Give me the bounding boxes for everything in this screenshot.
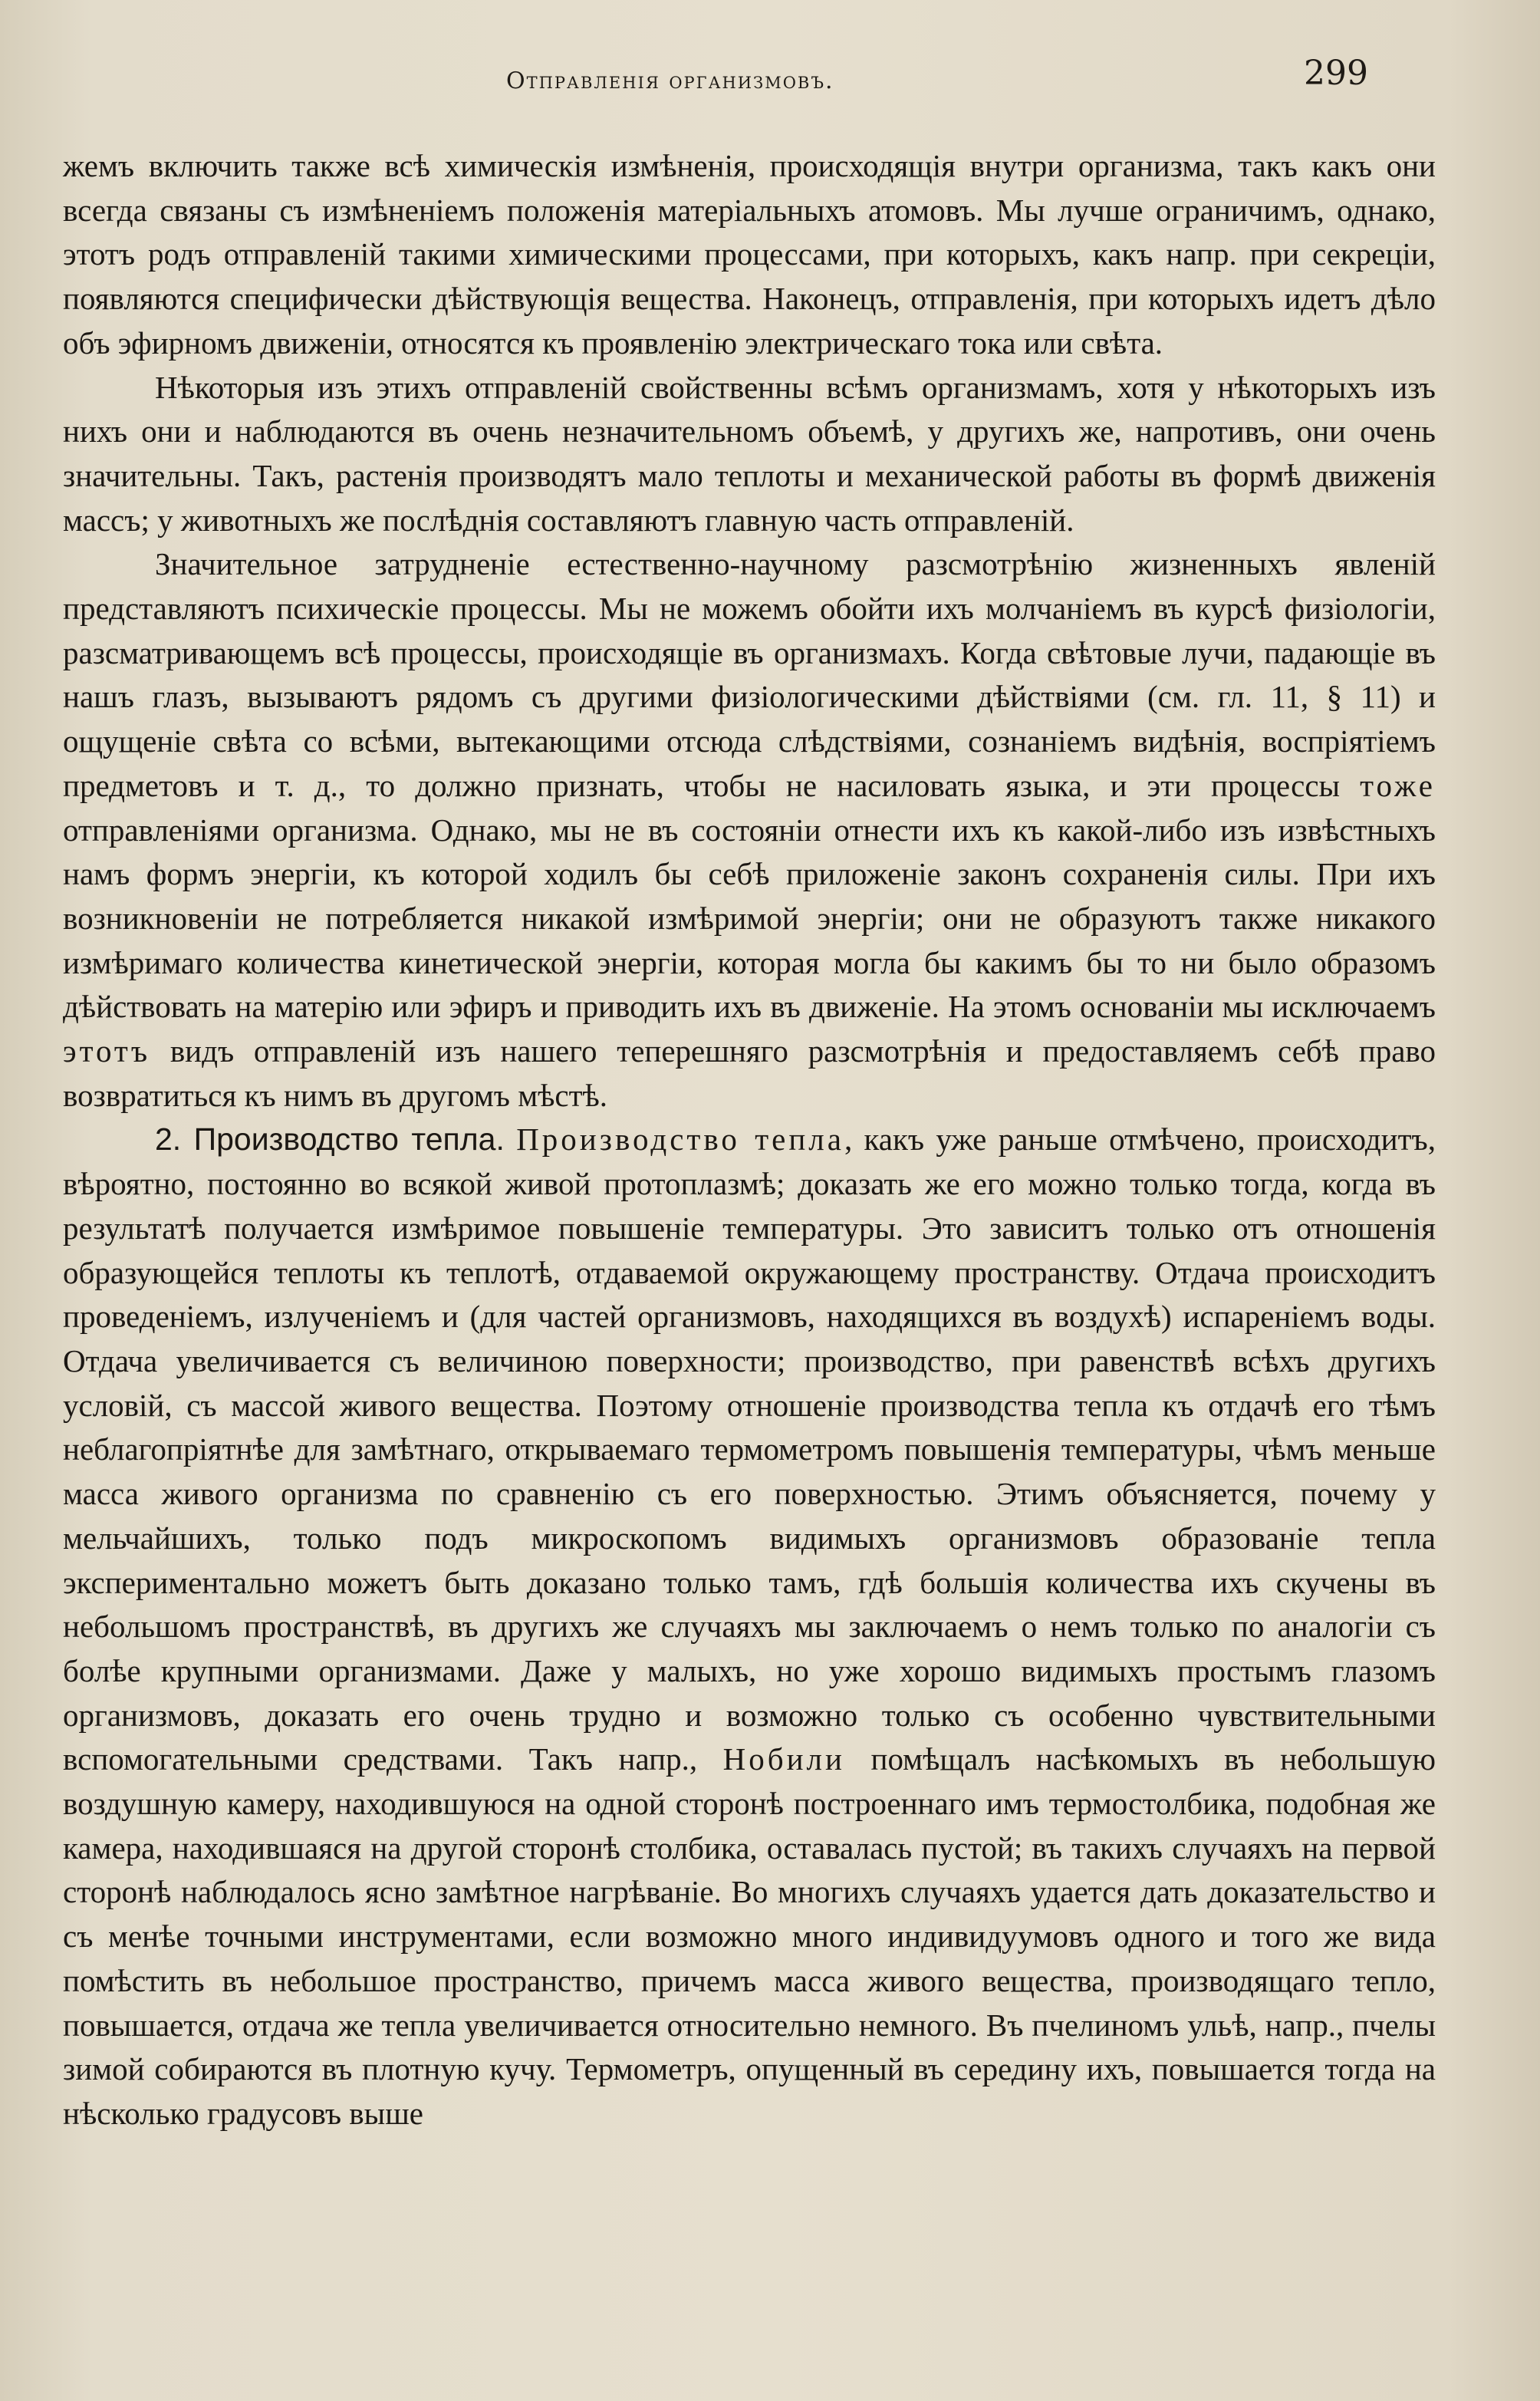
paragraph-3-emphasis-a: тоже — [1360, 767, 1436, 803]
paragraph-1: жемъ включить также всѣ химическія измѣненія, происходящія внутри организма, такъ какъ они всегда связаны съ измѣненіемъ положенія матеріальныхъ атомовъ. Мы лучше ограничимъ, однако, этотъ родъ отправленій такими химическими процессами, при которыхъ, какъ напр. при секреціи, появляются специфически дѣйствующія вещества. Наконецъ, отправленія, при которыхъ идетъ дѣло объ эфирномъ движеніи, относятся къ проявленію электрическаго тока или свѣта. — [63, 148, 1436, 361]
paragraph-3-text-c: видъ отправленій изъ нашего теперешняго разсмотрѣнія и предоставляемъ себѣ право возвратиться къ нимъ въ другомъ мѣстѣ. — [63, 1033, 1436, 1113]
section-title: 2. Производство тепла. — [155, 1121, 505, 1158]
paragraph-4-emphasis-a: Производство тепла — [516, 1121, 844, 1158]
body-text — [63, 144, 1436, 2136]
paragraph-3-text-b: отправленіями организма. Однако, мы не въ состояніи отнести ихъ къ какой-либо изъ извѣстныхъ намъ формъ энергіи, къ которой ходилъ бы себѣ приложеніе законъ сохраненія силы. При ихъ возникновеніи не потребляется никакой измѣримой энергіи; они не образуютъ также никакого измѣримаго количества кинетической энергіи, которая могла бы какимъ бы то ни было образомъ дѣйствовать на матерію или эфиръ и приводить ихъ въ движеніе. На этомъ основаніи мы исключаемъ — [63, 812, 1436, 1025]
paragraph-3 — [63, 542, 1436, 1118]
paragraph-2: Нѣкоторыя изъ этихъ отправленій свойственны всѣмъ организмамъ, хотя у нѣкоторыхъ изъ нихъ они и наблюдаются въ очень незначительномъ объемѣ, у другихъ же, напротивъ, они очень значительны. Такъ, растенія производятъ мало теплоты и механической работы въ формѣ движенія массъ; у животныхъ же послѣднія составляютъ главную часть отправленій. — [63, 369, 1436, 538]
paragraph-4 — [63, 1118, 1436, 2136]
paragraph-4-text-b: помѣщалъ насѣкомыхъ въ небольшую воздушную камеру, находившуюся на одной сторонѣ построеннаго имъ термостолбика, подобная же камера, находившаяся на другой сторонѣ столбика, оставалась пустой; въ такихъ случаяхъ на первой сторонѣ наблюдалось ясно замѣтное нагрѣваніе. Во многихъ случаяхъ удается дать доказательство и съ менѣе точными инструментами, если возможно много индивидуумовъ одного и того же вида помѣстить въ небольшое пространство, причемъ масса живого вещества, производящаго тепло, повышается, отдача же тепла увеличивается относительно немного. Въ пчелиномъ ульѣ, напр., пчелы зимой собираются въ плотную кучу. Термометръ, опущенный въ середину ихъ, повышается тогда на нѣсколько градусовъ выше — [63, 1741, 1436, 2131]
paragraph-4-emphasis-b: Нобили — [722, 1741, 845, 1777]
running-title: Отправленія организмовъ. — [506, 68, 834, 94]
page-number: 299 — [1304, 54, 1368, 93]
paragraph-3-text-a: Значительное затрудненіе естественно-научному разсмотрѣнію жизненныхъ явленій представляютъ психическіе процессы. Мы не можемъ обойти ихъ молчаніемъ въ курсѣ физіологіи, разсматривающемъ всѣ процессы, происходящіе въ организмахъ. Когда свѣтовые лучи, падающіе въ нашъ глазъ, вызываютъ рядомъ съ другими физіологическими дѣйствіями (см. гл. 11, § 11) и ощущеніе свѣта со всѣми, вытекающими отсюда слѣдствіями, сознаніемъ видѣнія, воспріятіемъ предметовъ и т. д., то должно признать, чтобы не насиловать языка, и эти процессы — [63, 546, 1436, 803]
paragraph-4-text-a: , какъ уже раньше отмѣчено, происходитъ, вѣроятно, постоянно во всякой живой протоплазмѣ; доказать же его можно только тогда, когда въ результатѣ получается измѣримое повышеніе температуры. Это зависитъ только отъ отношенія образующейся теплоты къ теплотѣ, отдаваемой окружающему пространству. Отдача происходитъ проведеніемъ, излученіемъ и (для частей организмовъ, находящихся въ воздухѣ) испареніемъ воды. Отдача увеличивается съ величиною поверхности; производство, при равенствѣ всѣхъ другихъ условій, съ массой живого вещества. Поэтому отношеніе производства тепла къ отдачѣ его тѣмъ неблагопріятнѣе для замѣтнаго, открываемаго термометромъ повышенія температуры, чѣмъ меньше масса живого организма по сравненію съ его поверхностью. Этимъ объясняется, почему у мельчайшихъ, только подъ микроскопомъ видимыхъ организмовъ образованіе тепла экспериментально можетъ быть доказано только тамъ, гдѣ большія количества ихъ скучены въ небольшомъ пространствѣ, въ другихъ же случаяхъ мы заключаемъ о немъ только по аналогіи съ болѣе крупными организмами. Даже у малыхъ, но уже хорошо видимыхъ простымъ глазомъ организмовъ, доказать его очень трудно и возможно только съ особенно чувствительными вспомогательными средствами. Такъ напр., — [63, 1121, 1436, 1777]
paragraph-3-emphasis-b: этотъ — [63, 1033, 151, 1069]
